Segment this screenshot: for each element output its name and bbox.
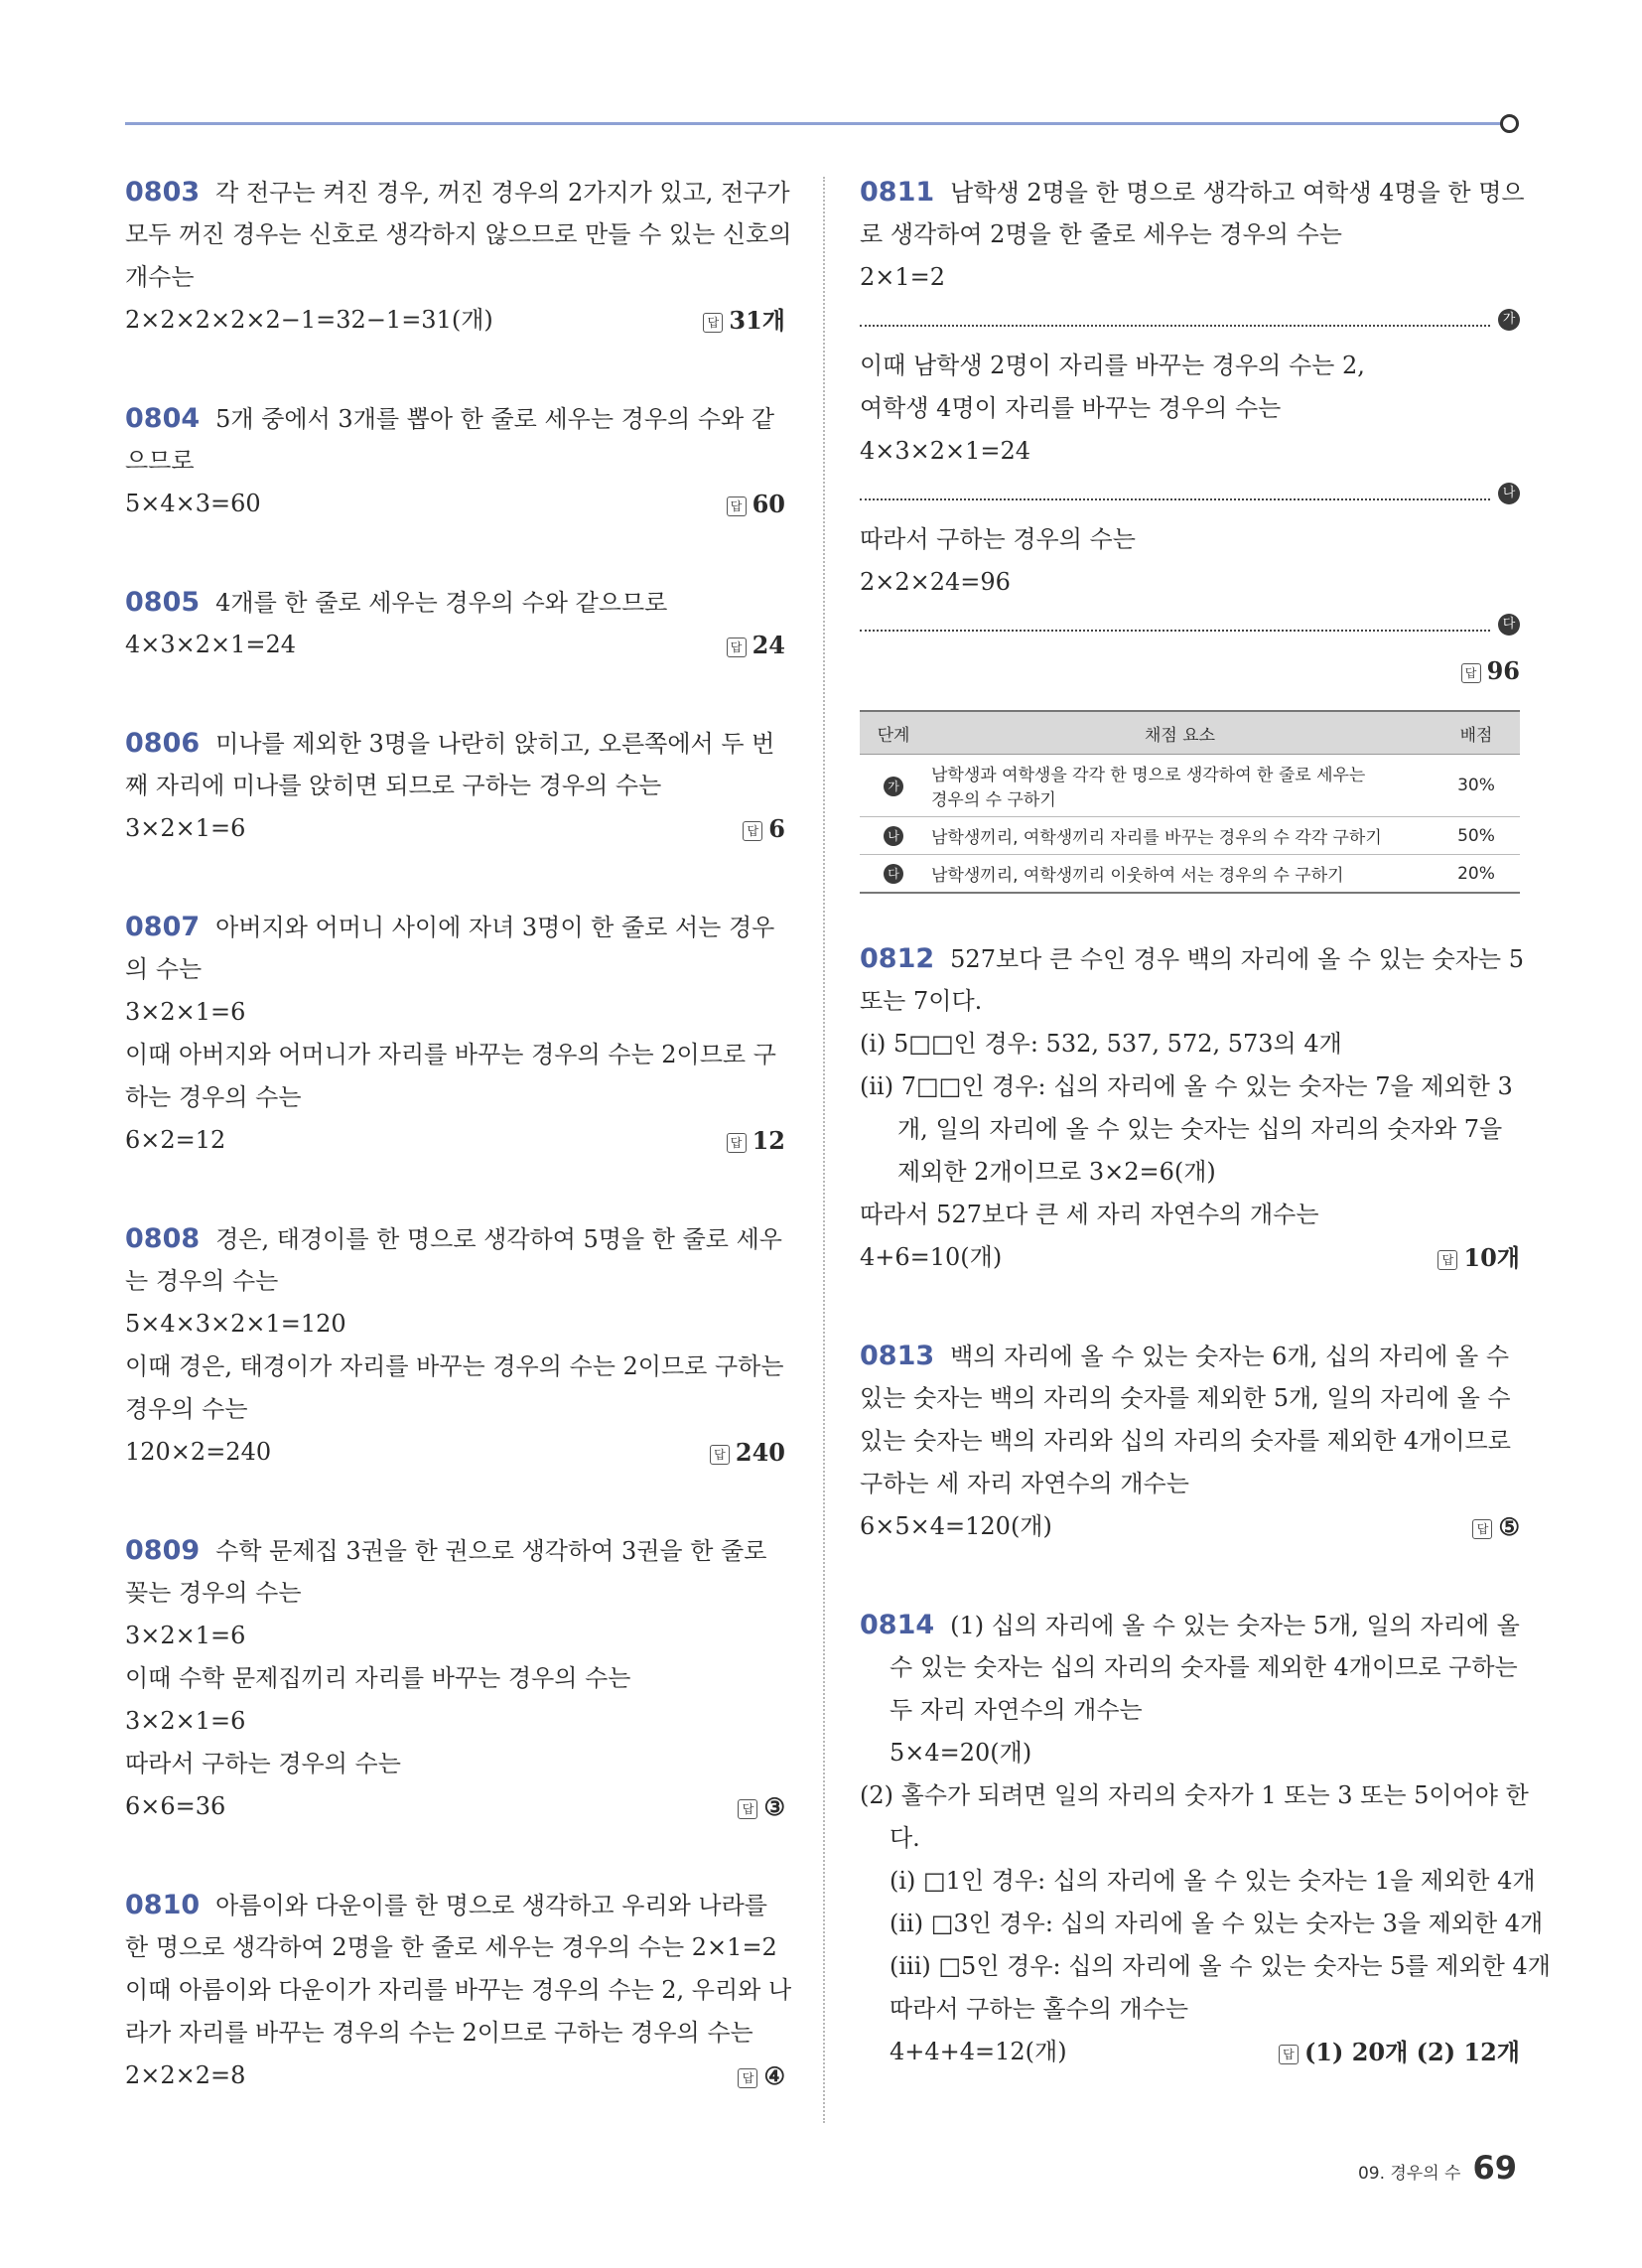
table-header: 배점 bbox=[1433, 711, 1520, 755]
solution-text: 이때 수학 문제집끼리 자리를 바꾸는 경우의 수는 bbox=[125, 1664, 631, 1692]
solution-text: 따라서 구하는 홀수의 개수는 bbox=[889, 1995, 1189, 2023]
step-na-icon: 나 bbox=[884, 826, 903, 846]
solution-text: 의 수는 bbox=[125, 955, 203, 983]
problem-number: 0803 bbox=[125, 177, 201, 208]
problem-0807 bbox=[125, 906, 785, 1162]
table-cell: 20% bbox=[1433, 855, 1520, 894]
chapter-title: 09. 경우의 수 bbox=[1357, 2164, 1461, 2184]
solution-text: 이때 아버지와 어머니가 자리를 바꾸는 경우의 수는 2이므로 구 bbox=[125, 1041, 776, 1068]
problem-0808 bbox=[125, 1217, 785, 1474]
answer-mark-icon: 답 bbox=[727, 1133, 747, 1153]
solution-text: 라가 자리를 바꾸는 경우의 수는 2이므로 구하는 경우의 수는 bbox=[125, 2019, 753, 2047]
problem-number: 0808 bbox=[125, 1223, 201, 1254]
answer-mark-icon: 답 bbox=[703, 313, 723, 333]
answer-mark-icon: 답 bbox=[738, 2068, 757, 2088]
table-cell: 50% bbox=[1433, 817, 1520, 855]
equation: 2×2×2×2×2−1=32−1=31(개) bbox=[125, 306, 493, 334]
solution-text: 또는 7이다. bbox=[860, 987, 983, 1015]
solution-text: 개, 일의 자리에 올 수 있는 숫자는 십의 자리의 숫자와 7을 bbox=[897, 1115, 1503, 1143]
answer-mark-icon: 답 bbox=[743, 821, 762, 841]
solution-text: 따라서 구하는 경우의 수는 bbox=[125, 1750, 401, 1777]
problem-number: 0805 bbox=[125, 587, 201, 618]
solution-text: 수 있는 숫자는 십의 자리의 숫자를 제외한 4개이므로 구하는 bbox=[889, 1653, 1518, 1681]
solution-text: 3×2×1=6 bbox=[125, 1707, 246, 1735]
table-header: 단계 bbox=[860, 711, 927, 755]
problem-0809 bbox=[125, 1529, 785, 1828]
answer-mark-icon: 답 bbox=[727, 638, 747, 657]
solution-text: (ⅱ) 7□□인 경우: 십의 자리에 올 수 있는 숫자는 7을 제외한 3 bbox=[860, 1072, 1513, 1100]
solution-text: 개수는 bbox=[125, 263, 195, 291]
equation: 120×2=240 bbox=[125, 1438, 272, 1466]
solution-text: 2×2×24=96 bbox=[860, 568, 1011, 596]
step-da-icon: 다 bbox=[1498, 614, 1520, 636]
solution-text: 527보다 큰 수인 경우 백의 자리에 올 수 있는 숫자는 5 bbox=[950, 945, 1525, 973]
answer-mark-icon: 답 bbox=[738, 1799, 757, 1819]
equation: 4×3×2×1=24 bbox=[125, 631, 297, 658]
solution-text: 각 전구는 켜진 경우, 꺼진 경우의 2가지가 있고, 전구가 bbox=[215, 179, 790, 207]
problem-0806 bbox=[125, 722, 785, 850]
solution-text: 한 명으로 생각하여 2명을 한 줄로 세우는 경우의 수는 2×1=2 bbox=[125, 1933, 777, 1961]
solution-text: 여학생 4명이 자리를 바꾸는 경우의 수는 bbox=[860, 394, 1282, 422]
solution-text: (ⅲ) □5인 경우: 십의 자리에 올 수 있는 숫자는 5를 제외한 4개 bbox=[889, 1952, 1551, 1980]
problem-0810 bbox=[125, 1884, 792, 2097]
answer: 답 240 bbox=[710, 1431, 785, 1474]
equation: 6×6=36 bbox=[125, 1792, 226, 1820]
left-column bbox=[125, 171, 792, 2153]
solution-text: 따라서 구하는 경우의 수는 bbox=[860, 525, 1136, 553]
scoring-table bbox=[860, 710, 1520, 894]
equation: 4+6=10(개) bbox=[860, 1243, 1003, 1271]
table-row bbox=[860, 855, 1520, 894]
answer: 답 ③ bbox=[738, 1785, 785, 1828]
solution-text: 남학생 2명을 한 명으로 생각하고 여학생 4명을 한 명으 bbox=[950, 179, 1525, 207]
solution-text: 으므로 bbox=[125, 447, 195, 475]
problem-0805 bbox=[125, 581, 785, 666]
equation: 5×4×3=60 bbox=[125, 490, 261, 517]
solution-text: 모두 꺼진 경우는 신호로 생각하지 않으므로 만들 수 있는 신호의 bbox=[125, 220, 792, 248]
problem-number: 0810 bbox=[125, 1890, 201, 1920]
answer: 답 ⑤ bbox=[1472, 1505, 1520, 1548]
problem-0803 bbox=[125, 171, 792, 342]
equation: 6×2=12 bbox=[125, 1126, 226, 1154]
solution-text: 경은, 태경이를 한 명으로 생각하여 5명을 한 줄로 세우 bbox=[215, 1225, 782, 1253]
solution-text: 따라서 527보다 큰 세 자리 자연수의 개수는 bbox=[860, 1201, 1319, 1228]
solution-text: 3×2×1=6 bbox=[125, 998, 246, 1026]
answer: 답 24 bbox=[727, 624, 785, 666]
table-cell: 경우의 수 구하기 bbox=[931, 790, 1056, 810]
answer-mark-icon: 답 bbox=[1437, 1250, 1457, 1270]
table-cell: 남학생끼리, 여학생끼리 이웃하여 서는 경우의 수 구하기 bbox=[927, 855, 1433, 894]
header-rule-dot bbox=[1500, 114, 1519, 133]
solution-text: 아버지와 어머니 사이에 자녀 3명이 한 줄로 서는 경우 bbox=[215, 914, 775, 941]
answer-mark-icon: 답 bbox=[1461, 663, 1481, 683]
problem-0811 bbox=[860, 171, 1525, 894]
solution-text: 는 경우의 수는 bbox=[125, 1267, 279, 1295]
solution-text: (2) 홀수가 되려면 일의 자리의 숫자가 1 또는 3 또는 5이어야 한 bbox=[860, 1781, 1529, 1809]
solution-text: 5×4=20(개) bbox=[889, 1739, 1032, 1767]
problem-0804 bbox=[125, 397, 785, 525]
solution-text: 경우의 수는 bbox=[125, 1395, 248, 1423]
step-divider bbox=[860, 299, 1516, 327]
problem-0812 bbox=[860, 937, 1525, 1279]
step-ga-icon: 가 bbox=[1498, 309, 1520, 331]
solution-text: 두 자리 자연수의 개수는 bbox=[889, 1696, 1143, 1724]
solution-text: 아름이와 다운이를 한 명으로 생각하고 우리와 나라를 bbox=[215, 1892, 767, 1919]
solution-text: 다. bbox=[889, 1824, 920, 1852]
equation: 2×2×2=8 bbox=[125, 2061, 246, 2089]
solution-text: 있는 숫자는 백의 자리의 숫자를 제외한 5개, 일의 자리에 올 수 bbox=[860, 1384, 1511, 1412]
answer: 답 6 bbox=[743, 807, 785, 850]
problem-number: 0812 bbox=[860, 943, 935, 974]
answer-mark-icon: 답 bbox=[710, 1445, 730, 1465]
solution-text: 이때 경은, 태경이가 자리를 바꾸는 경우의 수는 2이므로 구하는 bbox=[125, 1352, 784, 1380]
answer-mark-icon: 답 bbox=[727, 496, 747, 516]
solution-text: 구하는 세 자리 자연수의 개수는 bbox=[860, 1470, 1189, 1497]
header-rule bbox=[125, 122, 1507, 125]
problem-number: 0806 bbox=[125, 728, 201, 759]
solution-text: 제외한 2개이므로 3×2=6(개) bbox=[897, 1158, 1216, 1186]
solution-text: 수학 문제집 3권을 한 권으로 생각하여 3권을 한 줄로 bbox=[215, 1537, 767, 1565]
solution-text: (ⅱ) □3인 경우: 십의 자리에 올 수 있는 숫자는 3을 제외한 4개 bbox=[889, 1910, 1544, 1937]
right-column bbox=[860, 171, 1551, 2073]
solution-text: 하는 경우의 수는 bbox=[125, 1083, 302, 1111]
solution-text: 있는 숫자는 백의 자리와 십의 자리의 숫자를 제외한 4개이므로 bbox=[860, 1427, 1511, 1455]
problem-number: 0813 bbox=[860, 1341, 935, 1371]
answer-mark-icon: 답 bbox=[1279, 2045, 1299, 2064]
equation: 6×5×4=120(개) bbox=[860, 1512, 1052, 1540]
solution-text: 3×2×1=6 bbox=[125, 1622, 246, 1649]
page-number: 69 bbox=[1472, 2149, 1517, 2187]
problem-number: 0811 bbox=[860, 177, 935, 208]
step-divider bbox=[860, 473, 1516, 500]
solution-text: 꽂는 경우의 수는 bbox=[125, 1579, 302, 1607]
solution-text: 이때 아름이와 다운이가 자리를 바꾸는 경우의 수는 2, 우리와 나 bbox=[125, 1976, 792, 2004]
solution-text: 째 자리에 미나를 앉히면 되므로 구하는 경우의 수는 bbox=[125, 772, 662, 799]
solution-text: 이때 남학생 2명이 자리를 바꾸는 경우의 수는 2, bbox=[860, 352, 1365, 379]
answer: 답 31개 bbox=[703, 299, 785, 342]
answer-mark-icon: 답 bbox=[1472, 1519, 1492, 1539]
problem-number: 0807 bbox=[125, 912, 201, 942]
solution-text: 백의 자리에 올 수 있는 숫자는 6개, 십의 자리에 올 수 bbox=[950, 1343, 1510, 1370]
problem-0814 bbox=[860, 1604, 1551, 2073]
problem-number: 0814 bbox=[860, 1610, 935, 1640]
step-divider bbox=[860, 604, 1516, 632]
table-cell: 30% bbox=[1433, 755, 1520, 817]
equation: 4+4+4=12(개) bbox=[889, 2038, 1067, 2065]
answer: 답 12 bbox=[727, 1119, 785, 1162]
solution-text: (ⅰ) 5□□인 경우: 532, 537, 572, 573의 4개 bbox=[860, 1030, 1342, 1058]
answer: 답 ④ bbox=[738, 2055, 785, 2097]
equation: 3×2×1=6 bbox=[125, 814, 246, 842]
table-cell: 남학생끼리, 여학생끼리 자리를 바꾸는 경우의 수 각각 구하기 bbox=[927, 817, 1433, 855]
table-row bbox=[860, 755, 1520, 817]
step-da-icon: 다 bbox=[884, 864, 903, 884]
solution-text: 5×4×3×2×1=120 bbox=[125, 1310, 346, 1338]
solution-text: 로 생각하여 2명을 한 줄로 세우는 경우의 수는 bbox=[860, 220, 1342, 248]
answer: 답 (1) 20개 (2) 12개 bbox=[1279, 2031, 1520, 2073]
table-row bbox=[860, 817, 1520, 855]
problem-number: 0804 bbox=[125, 403, 201, 434]
solution-text: (ⅰ) □1인 경우: 십의 자리에 올 수 있는 숫자는 1을 제외한 4개 bbox=[889, 1867, 1536, 1895]
solution-text: 4개를 한 줄로 세우는 경우의 수와 같으므로 bbox=[215, 589, 668, 617]
answer: 답 60 bbox=[727, 483, 785, 525]
answer: 답 10개 bbox=[1437, 1236, 1520, 1279]
answer: 답 96 bbox=[1461, 649, 1520, 692]
step-na-icon: 나 bbox=[1498, 483, 1520, 504]
problem-0813 bbox=[860, 1335, 1520, 1548]
page-footer bbox=[1358, 2149, 1517, 2187]
solution-text: (1) 십의 자리에 올 수 있는 숫자는 5개, 일의 자리에 올 bbox=[950, 1612, 1520, 1639]
table-cell: 남학생과 여학생을 각각 한 명으로 생각하여 한 줄로 세우는 bbox=[931, 766, 1366, 785]
table-header: 채점 요소 bbox=[927, 711, 1433, 755]
solution-text: 2×1=2 bbox=[860, 263, 946, 291]
problem-number: 0809 bbox=[125, 1535, 201, 1566]
solution-text: 4×3×2×1=24 bbox=[860, 437, 1031, 465]
solution-text: 미나를 제외한 3명을 나란히 앉히고, 오른쪽에서 두 번 bbox=[215, 730, 775, 758]
column-separator bbox=[823, 177, 825, 2123]
step-ga-icon: 가 bbox=[884, 777, 903, 796]
solution-text: 5개 중에서 3개를 뽑아 한 줄로 세우는 경우의 수와 같 bbox=[215, 405, 775, 433]
